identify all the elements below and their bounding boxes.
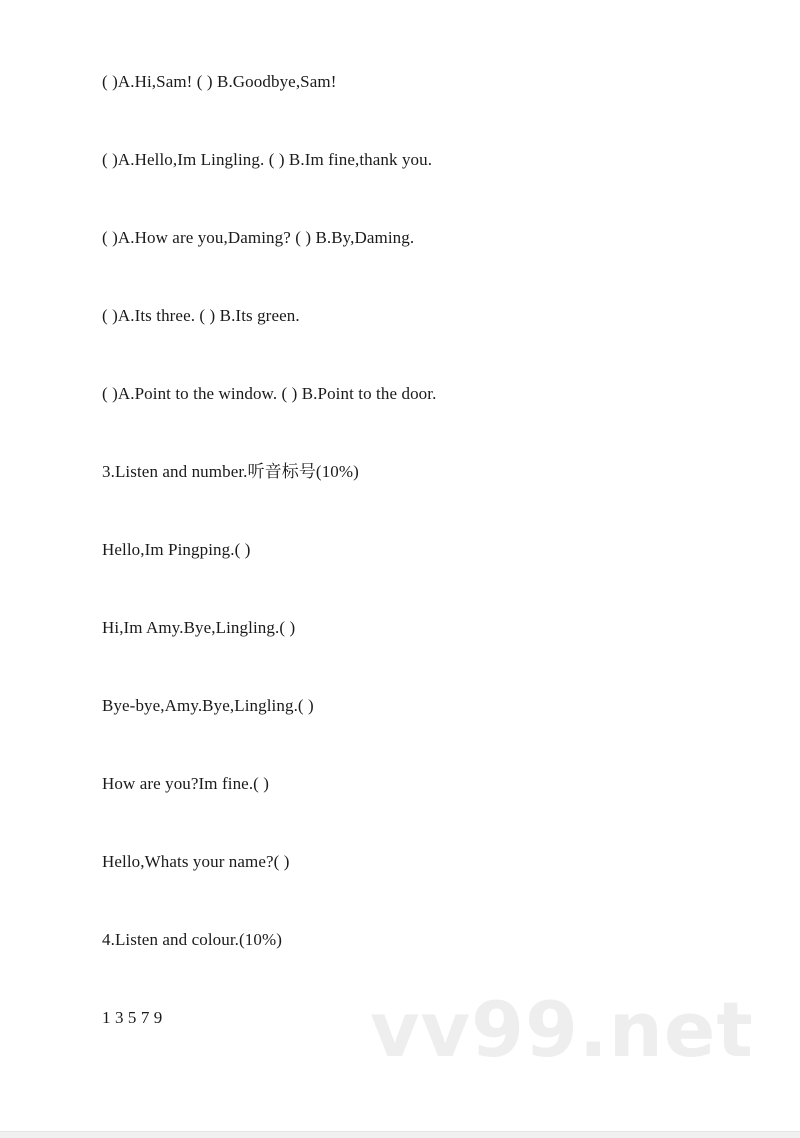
question-line-1: ( )A.Hi,Sam! ( ) B.Goodbye,Sam! [102, 72, 337, 91]
number-item-5: Hello,Whats your name?( ) [102, 852, 290, 871]
question-line-3: ( )A.How are you,Daming? ( ) B.By,Daming. [102, 228, 415, 247]
question-line-2: ( )A.Hello,Im Lingling. ( ) B.Im fine,thank you. [102, 150, 433, 169]
site-watermark: vv99.net [370, 985, 754, 1074]
section-heading-listen-and-number: 3.Listen and number.听音标号(10%) [102, 462, 359, 481]
number-item-3: Bye-bye,Amy.Bye,Lingling.( ) [102, 696, 314, 715]
question-line-5: ( )A.Point to the window. ( ) B.Point to the door. [102, 384, 437, 403]
colour-numbers: 1 3 5 7 9 [102, 1008, 163, 1027]
question-line-4: ( )A.Its three. ( ) B.Its green. [102, 306, 300, 325]
number-item-4: How are you?Im fine.( ) [102, 774, 270, 793]
section-heading-listen-and-colour: 4.Listen and colour.(10%) [102, 930, 283, 949]
number-item-2: Hi,Im Amy.Bye,Lingling.( ) [102, 618, 296, 637]
number-item-1: Hello,Im Pingping.( ) [102, 540, 251, 559]
